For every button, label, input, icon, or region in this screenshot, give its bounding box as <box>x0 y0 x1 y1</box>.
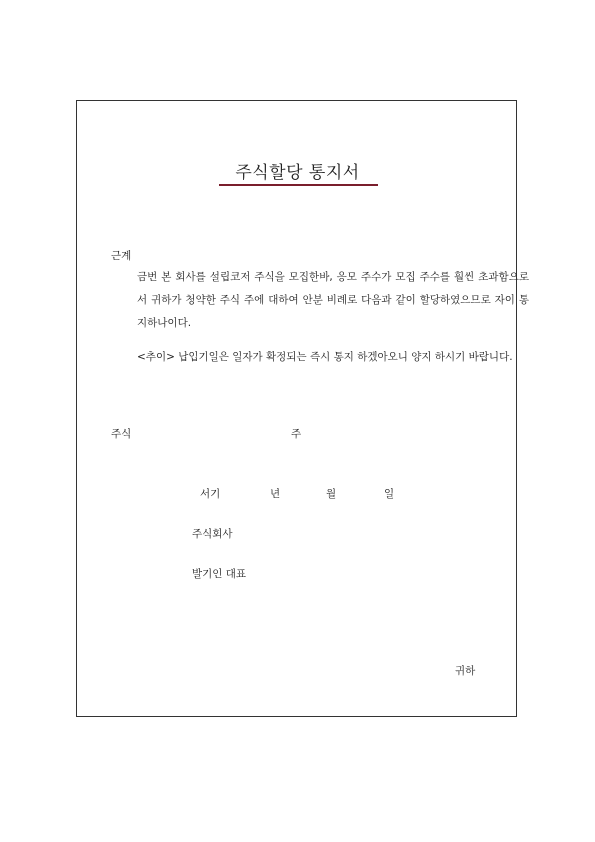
date-year: 년 <box>270 488 281 500</box>
date-era: 서기 <box>200 488 221 500</box>
salutation: 근계 <box>111 250 132 262</box>
stock-unit: 주 <box>291 428 302 440</box>
company-label: 주식회사 <box>192 528 233 540</box>
stock-label: 주식 <box>111 428 132 440</box>
date-month: 월 <box>326 488 337 500</box>
representative-label: 발기인 대표 <box>192 568 247 580</box>
title-underline <box>219 184 378 186</box>
date-day: 일 <box>384 488 395 500</box>
body-paragraph-2: <추이> 납입기일은 일자가 확정되는 즉시 통지 하겠아오니 양지 하시기 바랍니다. <box>137 351 513 363</box>
body-paragraph-1: 금번 본 회사를 설립코저 주식을 모집한바, 응모 주수가 모집 주수를 훨씬 초과함으로서 귀하가 청약한 주식 주에 대하여 안분 비례로 다음과 같이 할당하였으므로 자이 통지하나이다. <box>137 271 529 329</box>
document-title: 주식할당 통지서 <box>235 163 360 183</box>
document-border <box>76 100 517 717</box>
recipient-label: 귀하 <box>455 665 476 677</box>
